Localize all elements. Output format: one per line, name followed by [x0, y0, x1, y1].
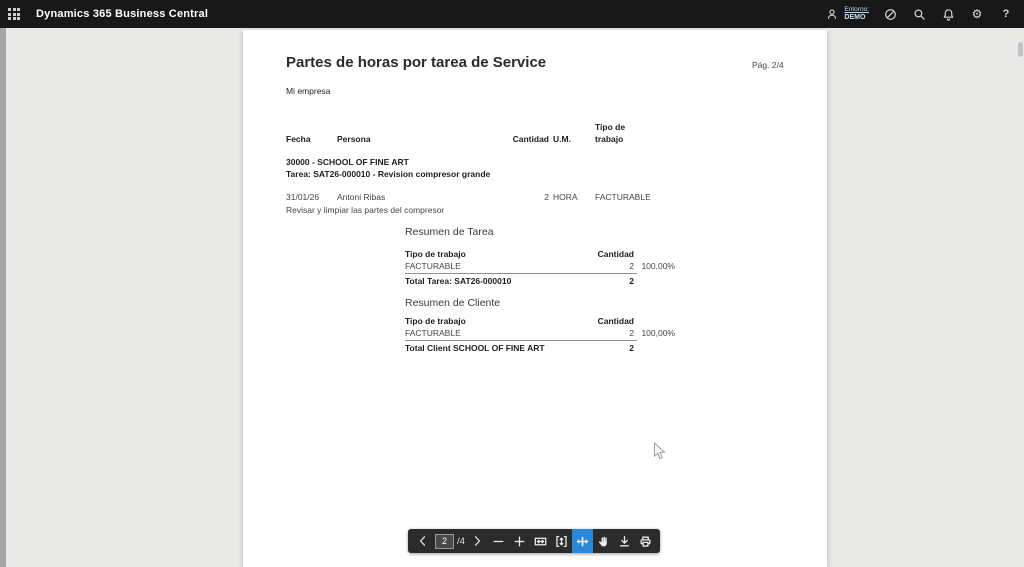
rt-row-cantidad: 2 [629, 261, 634, 271]
topbar-right [824, 0, 1024, 28]
page-number-input[interactable] [435, 534, 454, 549]
chevron-right-icon [471, 535, 483, 547]
zoom-out-icon [492, 535, 505, 548]
rt-total-rule [405, 273, 637, 274]
rt-col-cantidad: Cantidad [597, 249, 634, 259]
row-fecha: 31/01/26 [286, 192, 320, 202]
col-header-persona: Persona [337, 134, 371, 144]
row-descripcion: Revisar y limpiar las partes del compresor [286, 205, 445, 215]
pan-tool-button[interactable] [593, 529, 614, 553]
fit-to-page-icon [555, 535, 568, 548]
actual-size-icon [576, 535, 589, 548]
rt-col-tipo: Tipo de trabajo [405, 249, 466, 259]
environment-icon [824, 6, 840, 22]
zoom-out-button[interactable] [488, 529, 509, 553]
col-header-tipo-line2: trabajo [595, 134, 624, 144]
company-name: Mi empresa [286, 86, 331, 96]
environment-name: DEMO [844, 14, 866, 21]
pan-hand-icon [597, 535, 610, 548]
report-page [243, 30, 827, 567]
environment-chip[interactable] [824, 6, 869, 22]
pdf-viewer-toolbar [408, 529, 660, 553]
help-icon[interactable] [998, 6, 1014, 22]
rc-total-value: 2 [629, 343, 634, 353]
report-preview-workspace [0, 28, 1024, 567]
rc-col-tipo: Tipo de trabajo [405, 316, 466, 326]
rt-total-label: Total Tarea: SAT26-000010 [405, 276, 512, 286]
app-launcher-icon[interactable] [0, 0, 28, 28]
group-task: Tarea: SAT26-000010 - Revision compresor grande [286, 169, 491, 179]
resumen-tarea-heading: Resumen de Tarea [405, 226, 494, 238]
resumen-cliente-heading: Resumen de Cliente [405, 297, 501, 309]
fit-to-width-button[interactable] [530, 529, 551, 553]
top-navigation-bar [0, 0, 1024, 28]
rc-row-cantidad: 2 [629, 328, 634, 338]
rt-total-value: 2 [629, 276, 634, 286]
print-button[interactable] [635, 529, 656, 553]
settings-gear-icon[interactable]: ⚙ [971, 7, 983, 21]
fit-to-page-button[interactable] [551, 529, 572, 553]
rc-total-label: Total Client SCHOOL OF FINE ART [405, 343, 545, 353]
page-count-label: /4 [457, 535, 465, 547]
actual-size-button[interactable] [572, 529, 593, 553]
rc-total-rule [405, 340, 637, 341]
next-page-button[interactable] [467, 529, 488, 553]
help-question-mark: ? [1002, 8, 1010, 20]
mouse-cursor [653, 442, 667, 462]
col-header-tipo-line1: Tipo de [595, 122, 626, 132]
topbar-left [0, 0, 208, 28]
rt-row-pct: 100,00% [641, 261, 675, 271]
page-indicator: Pág. 2/4 [752, 60, 784, 70]
notifications-bell-icon[interactable] [940, 6, 956, 22]
environment-text [844, 6, 869, 22]
search-icon[interactable] [911, 6, 927, 22]
zoom-in-icon [513, 535, 526, 548]
row-persona: Antoni Ribas [337, 192, 386, 202]
report-title: Partes de horas por tarea de Service [286, 54, 547, 71]
row-um: HORA [553, 192, 578, 202]
rc-col-cantidad: Cantidad [597, 316, 634, 326]
waffle-grid-icon [8, 8, 20, 20]
fit-to-width-icon [534, 535, 547, 548]
previous-page-button[interactable] [412, 529, 433, 553]
vertical-scrollbar[interactable] [1018, 42, 1023, 57]
rc-row-tipo: FACTURABLE [405, 328, 461, 338]
rt-row-tipo: FACTURABLE [405, 261, 461, 271]
rc-row-pct: 100,00% [641, 328, 675, 338]
chevron-left-icon [417, 535, 429, 547]
col-header-fecha: Fecha [286, 134, 311, 144]
print-icon [639, 535, 652, 548]
environment-label: Entorno: [844, 6, 869, 13]
col-header-cantidad: Cantidad [512, 134, 549, 144]
download-button[interactable] [614, 529, 635, 553]
group-customer: 30000 - SCHOOL OF FINE ART [286, 157, 409, 167]
zoom-in-button[interactable] [509, 529, 530, 553]
copilot-icon[interactable] [882, 6, 898, 22]
row-cantidad: 2 [544, 192, 549, 202]
download-icon [618, 535, 631, 548]
col-header-um: U.M. [553, 134, 571, 144]
row-tipo: FACTURABLE [595, 192, 651, 202]
app-title[interactable]: Dynamics 365 Business Central [36, 8, 209, 20]
left-edge-strip [0, 28, 6, 567]
